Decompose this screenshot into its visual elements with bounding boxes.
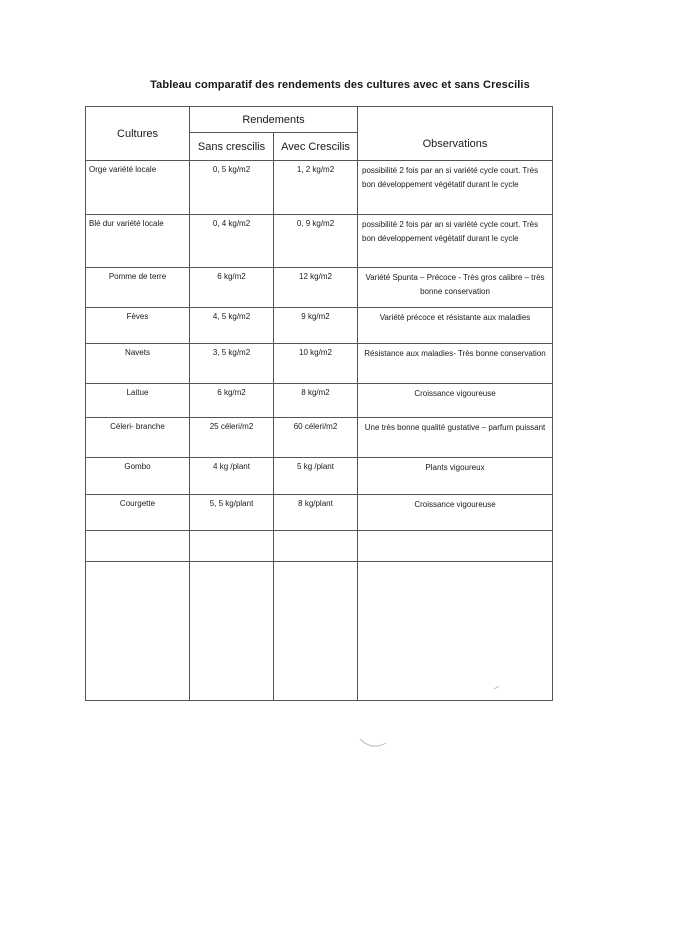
header-rendements: Rendements [190, 107, 358, 133]
table-row [86, 458, 553, 495]
culture-cell: Pomme de terre [86, 268, 190, 308]
avec-cell: 60 céleri/m2 [274, 418, 358, 458]
empty-cell [274, 531, 358, 562]
sans-cell: 6 kg/m2 [190, 384, 274, 418]
obs-cell: possibilité 2 fois par an si variété cycle court. Très bon développement végétatif durant le cycle [358, 215, 553, 268]
header-cultures: Cultures [86, 107, 190, 161]
culture-cell: Laitue [86, 384, 190, 418]
scan-mark [358, 735, 388, 751]
avec-cell: 0, 9 kg/m2 [274, 215, 358, 268]
avec-cell: 1, 2 kg/m2 [274, 161, 358, 215]
obs-cell: Variété Spunta – Précoce - Très gros calibre – très bonne conservation [358, 268, 553, 308]
header-observations: Observations [358, 107, 553, 161]
empty-cell [358, 562, 553, 701]
sans-cell: 0, 5 kg/m2 [190, 161, 274, 215]
avec-cell: 5 kg /plant [274, 458, 358, 495]
table-row [86, 495, 553, 531]
culture-cell: Courgette [86, 495, 190, 531]
empty-cell [358, 531, 553, 562]
empty-cell [190, 562, 274, 701]
header-row-1 [86, 107, 553, 133]
empty-row [86, 531, 553, 562]
obs-cell: Résistance aux maladies- Très bonne conservation [358, 344, 553, 384]
obs-cell: Plants vigoureux [358, 458, 553, 495]
table-row [86, 344, 553, 384]
sans-cell: 25 céleri/m2 [190, 418, 274, 458]
yield-table [85, 106, 553, 701]
scan-dot [493, 685, 501, 691]
culture-cell: Orge variété locale [86, 161, 190, 215]
table-row [86, 215, 553, 268]
avec-cell: 10 kg/m2 [274, 344, 358, 384]
header-sans: Sans crescilis [190, 133, 274, 161]
obs-cell: Croissance vigoureuse [358, 495, 553, 531]
sans-cell: 5, 5 kg/plant [190, 495, 274, 531]
sans-cell: 0, 4 kg/m2 [190, 215, 274, 268]
empty-cell [274, 562, 358, 701]
empty-cell [190, 531, 274, 562]
empty-cell [86, 562, 190, 701]
table-row [86, 384, 553, 418]
culture-cell: Navets [86, 344, 190, 384]
culture-cell: Céleri- branche [86, 418, 190, 458]
empty-cell [86, 531, 190, 562]
avec-cell: 8 kg/plant [274, 495, 358, 531]
header-avec: Avec Crescilis [274, 133, 358, 161]
page-title: Tableau comparatif des rendements des cultures avec et sans Crescilis [150, 79, 530, 91]
table-row [86, 268, 553, 308]
sans-cell: 4, 5 kg/m2 [190, 308, 274, 344]
avec-cell: 8 kg/m2 [274, 384, 358, 418]
obs-cell: Croissance vigoureuse [358, 384, 553, 418]
avec-cell: 9 kg/m2 [274, 308, 358, 344]
culture-cell: Blé dur variété locale [86, 215, 190, 268]
table-row [86, 418, 553, 458]
table-row [86, 308, 553, 344]
empty-row [86, 562, 553, 701]
sans-cell: 3, 5 kg/m2 [190, 344, 274, 384]
obs-cell: Une très bonne qualité gustative – parfum puissant [358, 418, 553, 458]
obs-cell: possibilité 2 fois par an si variété cycle court. Très bon développement végétatif durant le cycle [358, 161, 553, 215]
table-row [86, 161, 553, 215]
obs-cell: Variété précoce et résistante aux maladies [358, 308, 553, 344]
culture-cell: Fèves [86, 308, 190, 344]
avec-cell: 12 kg/m2 [274, 268, 358, 308]
sans-cell: 4 kg /plant [190, 458, 274, 495]
culture-cell: Gombo [86, 458, 190, 495]
sans-cell: 6 kg/m2 [190, 268, 274, 308]
